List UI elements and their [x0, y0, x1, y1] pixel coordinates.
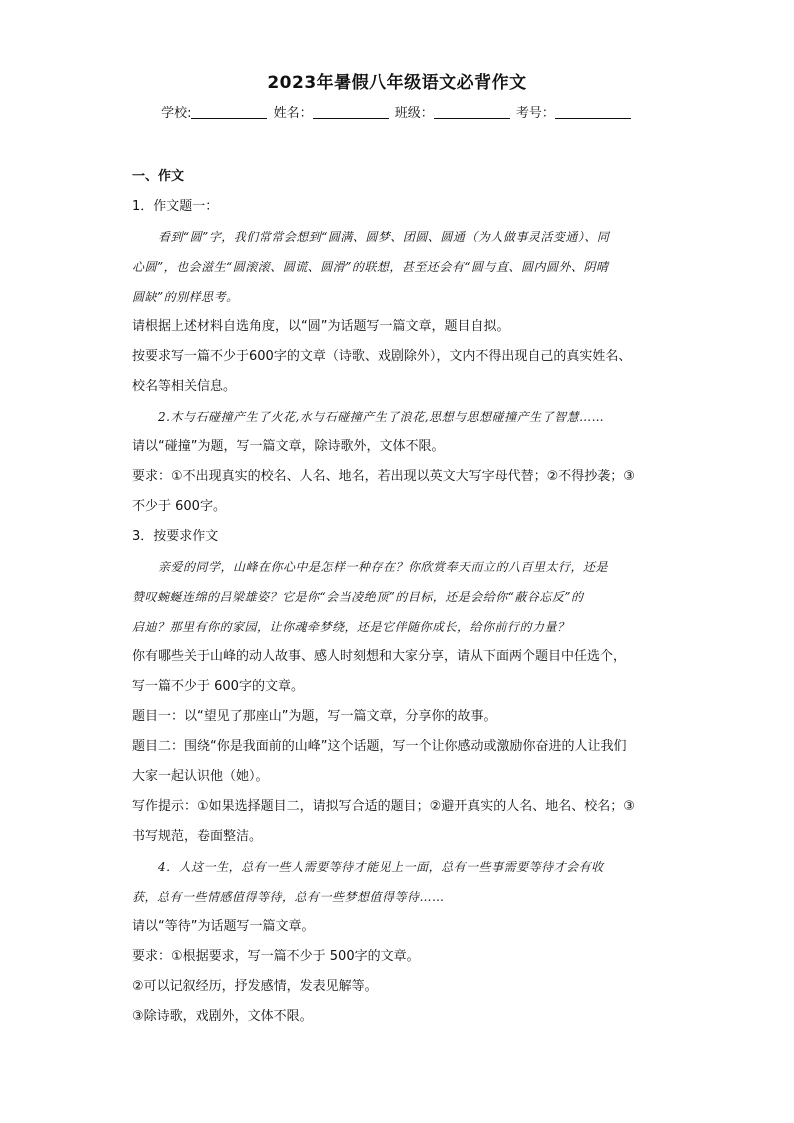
text-line: 亲爱的同学，山峰在你心中是怎样一种存在？你欣赏奉天而立的八百里太行，还是 — [158, 560, 609, 574]
text-line: 题目一：以“望见了那座山”为题，写一篇文章，分享你的故事。 — [132, 709, 497, 724]
text-line: 你有哪些关于山峰的动人故事、感人时刻想和大家分享，请从下面两个题目中任选个， — [132, 649, 627, 664]
text-line: ②可以记叙经历，抒发感情，发表见解等。 — [132, 979, 378, 994]
class-blank[interactable] — [434, 106, 510, 119]
exam-number-blank[interactable] — [555, 106, 631, 119]
text-line: 圆缺”的别样思考。 — [132, 290, 239, 304]
text-line: 心圆”，也会滋生“圆滚滚、圆谎、圆滑”的联想，甚至还会有“圆与直、圆内圆外、阴晴 — [132, 260, 609, 274]
text-line: 2.木与石碰撞产生了火花,水与石碰撞产生了浪花,思想与思想碰撞产生了智慧…… — [158, 410, 605, 424]
text-line: 看到“圆”字，我们常常会想到“圆满、圆梦、团圆、圆通（为人做事灵活变通）、同 — [158, 230, 610, 244]
text-line: 写一篇不少于 600字的文章。 — [132, 679, 304, 694]
text-line: 按要求写一篇不少于600字的文章（诗歌、戏剧除外），文内不得出现自己的真实姓名、 — [132, 349, 632, 364]
text-line: 赞叹蜿蜒连绵的吕梁雄姿？它是你“会当凌绝顶”的目标，还是会给你“蔽谷忘反”的 — [132, 590, 584, 604]
text-line: 启迪？那里有你的家园，让你魂牵梦绕，还是它伴随你成长，给你前行的力量？ — [132, 620, 570, 634]
text-line: 校名等相关信息。 — [132, 379, 237, 394]
text-line: 要求：①根据要求，写一篇不少于 500字的文章。 — [132, 949, 420, 964]
text-line: 获，总有一些情感值得等待，总有一些梦想值得等待…… — [132, 890, 445, 904]
name-blank[interactable] — [313, 106, 389, 119]
section-heading: 一、作文 — [132, 169, 185, 184]
text-line: 1．作文题一： — [132, 199, 219, 214]
text-line: 要求：①不出现真实的校名、人名、地名，若出现以英文大写字母代替；②不得抄袭；③ — [132, 469, 635, 484]
text-line: 大家一起认识他（她）。 — [132, 769, 269, 784]
school-blank[interactable] — [191, 106, 267, 119]
text-line: 题目二：围绕“你是我面前的山峰”这个话题，写一个让你感动或激励你奋进的人让我们 — [132, 739, 627, 754]
text-line: 书写规范，卷面整洁。 — [132, 829, 263, 844]
text-line: 4．人这一生，总有一些人需要等待才能见上一面，总有一些事需要等待才会有收 — [158, 860, 604, 874]
document-title: 2023年暑假八年级语文必背作文 — [267, 73, 527, 93]
text-line: 请以“碰撞”为题，写一篇文章，除诗歌外，文体不限。 — [132, 439, 445, 454]
class-label: 班级： — [394, 106, 434, 121]
text-line: 请以“等待”为话题写一篇文章。 — [132, 919, 315, 934]
name-label: 姓名： — [273, 106, 313, 121]
student-info-row — [0, 102, 794, 121]
exam-number-label: 考号： — [515, 106, 555, 121]
text-line: 3．按要求作文 — [132, 529, 219, 544]
document-body — [132, 162, 692, 1032]
school-label: 学校: — [161, 106, 192, 121]
text-line: 请根据上述材料自选角度，以“圆”为话题写一篇文章，题目自拟。 — [132, 319, 510, 334]
text-line: ③除诗歌，戏剧外，文体不限。 — [132, 1009, 313, 1024]
text-line: 写作提示：①如果选择题目二，请拟写合适的题目；②避开真实的人名、地名、校名；③ — [132, 799, 635, 814]
text-line: 不少于 600字。 — [132, 499, 226, 514]
